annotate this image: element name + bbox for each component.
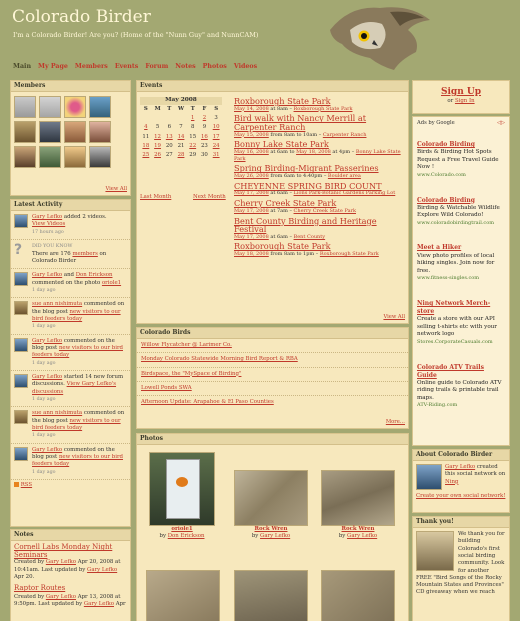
cd-cover-image <box>416 531 454 571</box>
activity-heading: Latest Activity <box>11 200 130 211</box>
member-avatar[interactable] <box>14 146 36 168</box>
did-you-know-label: DID YOU KNOW <box>32 244 73 250</box>
activity-actor-link[interactable]: Gary Lefko <box>32 374 63 380</box>
ad-title[interactable]: Meet a Hiker <box>417 244 462 252</box>
calendar-date: 8 <box>190 124 195 131</box>
avatar[interactable] <box>14 214 28 228</box>
events-list <box>234 97 406 260</box>
ad-body: Birding & Watchable Wildlife Explore Wild Colorado! <box>417 204 500 219</box>
event-location-link[interactable]: Bent County <box>293 233 326 240</box>
event-date-link[interactable]: May 26, 2008 <box>234 173 269 180</box>
calendar-date[interactable]: 28 <box>177 152 185 159</box>
calendar-month: May 2008 <box>140 97 222 105</box>
calendar-day-header: M <box>154 105 161 112</box>
event-location-link[interactable]: Lions Park-Botanic Gardens Parking Lot <box>293 190 396 197</box>
activity-link[interactable]: new visitors to our bird feeders today <box>32 308 121 322</box>
ad-body: Online guide to Colorado ATV riding trails & printable trail maps. <box>417 379 502 401</box>
question-icon: ? <box>14 242 23 259</box>
event-location-link[interactable]: Bonny Lake State Park <box>234 148 401 162</box>
ad-item[interactable] <box>413 361 509 413</box>
event-location-link[interactable]: Carpenter Ranch <box>322 131 367 138</box>
activity-time: 1 day ago <box>32 360 56 366</box>
calendar-day-header: S <box>214 105 219 112</box>
member-avatars <box>11 92 130 172</box>
event-date-link[interactable]: May 17, 2008 <box>234 233 269 240</box>
site-header <box>0 0 520 60</box>
note-meta: Created by <box>14 593 46 600</box>
members-view-all-link[interactable]: View All <box>105 185 127 192</box>
about-heading: About Colorado Birder <box>413 450 509 461</box>
event-time: from 6am to 4:40pm – <box>268 173 328 180</box>
activity-text: commented on the blog post <box>32 337 115 351</box>
about-box <box>412 449 510 513</box>
event-item <box>234 217 406 241</box>
ad-item[interactable] <box>413 297 509 349</box>
photo-title-link[interactable]: Rock Wren <box>341 526 375 532</box>
members-box <box>10 80 131 196</box>
sign-up-link[interactable]: Sign Up <box>440 87 482 97</box>
event-item <box>234 140 406 162</box>
photo-item <box>149 452 215 541</box>
activity-link[interactable]: oriole1 <box>101 279 122 286</box>
note-author-link[interactable]: Gary Lefko <box>83 601 114 608</box>
note-meta: Apr 20. <box>14 574 35 581</box>
event-time: at 6am – <box>268 190 294 197</box>
calendar-date <box>163 115 175 122</box>
event-time: at 4pm – <box>330 148 356 155</box>
photo-item <box>234 470 308 541</box>
member-avatar[interactable] <box>39 96 61 118</box>
event-title-link[interactable]: Bonny Lake State Park <box>234 139 329 150</box>
event-item <box>234 182 406 197</box>
sign-in-link[interactable]: Sign In <box>454 98 475 105</box>
event-date-link[interactable]: May 16, 2008 <box>234 148 269 155</box>
bird-post-link[interactable]: Afternoon Update: Arapahoe & El Paso Counties <box>141 399 274 406</box>
calendar-date: 11 <box>142 133 150 140</box>
bird-post-link[interactable]: Monday Colorado Statewide Morning Bird Report & RBA <box>137 353 408 367</box>
bird-post-link[interactable]: Birdspace, the "MySpace of Birding" <box>137 368 408 382</box>
signup-box <box>412 80 510 114</box>
ads-header <box>413 117 509 130</box>
member-avatar[interactable] <box>89 121 111 143</box>
activity-text: and <box>62 272 76 279</box>
event-title-link[interactable]: Bird walk with Nancy Merrill at Carpenter Ranch <box>234 113 367 132</box>
ad-title[interactable]: Colorado Birding <box>417 141 475 149</box>
thanks-heading: Thank you! <box>413 517 509 528</box>
event-date-link[interactable]: May 14, 2008 <box>234 105 269 112</box>
ning-link[interactable]: Ning <box>445 478 459 485</box>
avatar[interactable] <box>14 301 28 315</box>
last-month-link[interactable]: Last Month <box>140 194 172 200</box>
avatar[interactable] <box>14 338 28 352</box>
ad-body: Birds & Birding Hot Spots Request a Free Travel Guide Now ! <box>417 149 499 171</box>
activity-link[interactable]: new visitors to our bird feeders today <box>32 417 121 431</box>
activity-actor-link[interactable]: sue ann nishimuta <box>32 410 83 417</box>
member-avatar[interactable] <box>89 96 111 118</box>
calendar-date[interactable]: 26 <box>154 152 161 159</box>
calendar-day-header: W <box>177 105 185 112</box>
calendar-date[interactable]: 10 <box>212 124 220 131</box>
activity-actor-link[interactable]: Don Erickson <box>75 272 113 279</box>
event-location-link[interactable]: Boulder area <box>327 173 361 180</box>
next-month-link[interactable]: Next Month <box>193 194 226 200</box>
ad-body: View photo profiles of local hiking singles. Join now for free. <box>417 252 495 274</box>
note-author-link[interactable]: Gary Lefko <box>45 559 76 566</box>
bird-post-link[interactable]: Willow Flycatcher @ Larimer Co. <box>137 339 408 353</box>
note-meta: Apr 20, 2008 at 10:41am. Last updated by <box>14 559 121 573</box>
photo-item <box>321 470 395 541</box>
member-avatar[interactable] <box>64 121 86 143</box>
colorado-birds-heading: Colorado Birds <box>137 328 408 339</box>
avatar[interactable] <box>14 410 28 424</box>
nav-members[interactable]: Members <box>74 63 108 70</box>
colorado-birds-box <box>136 327 409 429</box>
calendar-date[interactable]: 17 <box>212 133 220 140</box>
note-title-link[interactable]: Cornell Labs Monday Night Seminars <box>14 543 113 559</box>
event-location-link[interactable]: Cherry Creek State Park <box>293 207 357 214</box>
activity-text: started 14 new forum discussions. <box>32 374 124 388</box>
ad-title[interactable]: Colorado ATV Trails Guide <box>417 363 484 379</box>
activity-item <box>11 240 130 269</box>
photo-thumbnail[interactable] <box>146 570 220 621</box>
event-time: at 7am – <box>268 207 294 214</box>
note-meta: Created by <box>14 559 46 566</box>
calendar-date[interactable]: 12 <box>154 133 161 140</box>
activity-item <box>11 211 130 240</box>
event-item <box>234 97 406 112</box>
activity-link[interactable]: View Videos <box>32 221 66 228</box>
calendar-date: 27 <box>165 152 173 159</box>
activity-box <box>10 199 131 527</box>
member-avatar[interactable] <box>14 96 36 118</box>
photo-author-link[interactable]: Don Erickson <box>167 533 205 540</box>
note-meta: Apr <box>114 601 126 608</box>
event-title-link[interactable]: Cherry Creek State Park <box>234 198 337 209</box>
calendar-day-header: S <box>143 105 148 112</box>
owl-logo <box>320 0 432 72</box>
activity-item <box>11 407 130 443</box>
ad-choices-icon[interactable]: ◁▷ <box>497 120 505 126</box>
nav-main[interactable]: Main <box>13 63 32 70</box>
ad-title[interactable]: Ning Network Merch-store <box>417 299 491 316</box>
calendar-date: 7 <box>179 124 183 131</box>
activity-link[interactable]: new visitors to our bird feeders today <box>32 344 123 359</box>
activity-link[interactable]: new visitors to our bird feeders today <box>32 454 123 468</box>
nav-events[interactable]: Events <box>114 63 139 70</box>
activity-text: commented on the photo <box>32 279 102 286</box>
event-time: at 6am to <box>268 148 297 155</box>
calendar-date[interactable]: 18 <box>142 143 150 149</box>
calendar-date[interactable]: 22 <box>189 143 197 149</box>
activity-item <box>11 269 130 298</box>
calendar-date: 5 <box>155 124 160 131</box>
activity-time: 1 day ago <box>32 324 56 330</box>
calendar-date <box>152 115 164 122</box>
calendar-date[interactable]: 13 <box>165 133 173 140</box>
event-date-link[interactable]: May 17, 2008 <box>234 190 269 197</box>
photo-title-link[interactable]: oriole1 <box>171 526 193 532</box>
site-title[interactable]: Colorado Birder <box>12 7 151 27</box>
activity-time: 1 day ago <box>32 433 56 439</box>
ads-box <box>412 116 510 446</box>
member-avatar[interactable] <box>89 146 111 168</box>
main-nav <box>13 63 264 72</box>
ad-url[interactable]: ATV-Riding.com <box>417 402 458 409</box>
calendar-date: 23 <box>200 143 208 149</box>
photo-by: by <box>251 533 261 540</box>
thanks-box <box>412 516 510 621</box>
calendar-date: 20 <box>165 143 173 149</box>
event-date-link[interactable]: May 17, 2008 <box>234 207 269 214</box>
note-meta: Apr 13, 2008 at 9:50pm. Last updated by <box>14 593 121 608</box>
calendar-date[interactable]: 1 <box>190 115 195 122</box>
events-heading: Events <box>137 81 408 92</box>
ad-item[interactable] <box>413 194 509 230</box>
ad-url[interactable]: www.fitness-singles.com <box>417 275 480 282</box>
photo-thumbnail[interactable] <box>321 570 395 621</box>
activity-item <box>11 298 130 334</box>
site-tagline: I'm a Colorado Birder! Are you? (Home of the "Nunn Guy" and NunnCAM) <box>13 31 259 39</box>
photo-thumbnail[interactable] <box>234 470 308 526</box>
note-author-link[interactable]: Gary Lefko <box>87 566 118 573</box>
members-count-link[interactable]: members <box>72 250 98 257</box>
nav-forum[interactable]: Forum <box>145 63 169 70</box>
event-title-link[interactable]: Spring Birding-Migrant Passerines <box>234 163 379 174</box>
event-date-link[interactable]: May 18, 2008 <box>296 148 331 155</box>
photo-title-link[interactable]: Rock Wren <box>254 526 288 532</box>
activity-time: 1 day ago <box>32 396 56 402</box>
nav-videos[interactable]: Videos <box>233 63 258 70</box>
event-title-link[interactable]: Roxborough State Park <box>234 241 331 252</box>
calendar-date: 6 <box>167 124 171 131</box>
calendar-date[interactable]: 2 <box>202 115 207 122</box>
nav-my-page[interactable]: My Page <box>38 63 68 70</box>
calendar-date[interactable]: 16 <box>200 133 208 140</box>
activity-actor-link[interactable]: Gary Lefko <box>32 446 63 453</box>
calendar-date: 30 <box>200 152 208 159</box>
activity-actor-link[interactable]: Gary Lefko <box>32 214 63 221</box>
activity-item <box>11 444 130 480</box>
activity-text: commented on the blog post <box>32 410 125 424</box>
activity-text: on Colorado Birder <box>32 250 107 264</box>
ad-url[interactable]: www.Colorado.com <box>417 171 466 178</box>
calendar-date[interactable]: 19 <box>154 143 161 149</box>
creator-avatar[interactable] <box>416 464 442 490</box>
calendar-date[interactable]: 4 <box>144 124 148 131</box>
event-item <box>234 114 406 138</box>
activity-actor-link[interactable]: Gary Lefko <box>32 337 63 344</box>
signup-or: or <box>447 98 455 105</box>
event-title-link[interactable]: CHEYENNE SPRING BIRD COUNT <box>234 180 382 191</box>
calendar-date[interactable]: 31 <box>212 152 220 159</box>
photo-author-link[interactable]: Gary Lefko <box>260 533 291 540</box>
event-title-link[interactable]: Roxborough State Park <box>234 96 331 106</box>
calendar-day-header: T <box>190 105 195 112</box>
events-box <box>136 80 409 324</box>
calendar-date: 9 <box>202 124 207 131</box>
event-time: at 8am – <box>268 105 294 112</box>
event-item <box>234 164 406 179</box>
event-time: from 8am to 10am – <box>268 131 323 138</box>
photo-thumbnail[interactable] <box>234 570 308 621</box>
rss-icon <box>14 482 19 487</box>
activity-text: commented on the blog post <box>32 446 115 461</box>
calendar-date: 15 <box>189 133 197 140</box>
events-view-all-link[interactable]: View All <box>383 313 405 320</box>
avatar[interactable] <box>14 272 28 286</box>
about-text: created this social network on <box>445 464 506 478</box>
activity-actor-link[interactable]: Gary Lefko <box>32 272 63 279</box>
activity-text: commented on the blog post <box>32 301 125 315</box>
calendar-date[interactable]: 14 <box>177 133 185 140</box>
bird-post-link[interactable]: Lowell Ponds SWA <box>137 382 408 396</box>
activity-item <box>11 371 130 407</box>
rss-link[interactable]: RSS <box>20 482 33 489</box>
events-calendar <box>140 97 222 160</box>
member-avatar[interactable] <box>64 96 86 118</box>
avatar[interactable] <box>14 374 28 388</box>
calendar-date: 21 <box>177 143 185 149</box>
calendar-grid <box>140 106 222 160</box>
about-body <box>413 461 509 493</box>
ad-title[interactable]: Colorado Birding <box>417 196 475 204</box>
activity-text: added 2 videos. <box>62 214 107 221</box>
member-avatar[interactable] <box>39 146 61 168</box>
event-date-link[interactable]: May 15, 2008 <box>234 131 269 138</box>
member-avatar[interactable] <box>39 121 61 143</box>
calendar-day-header: T <box>167 105 172 112</box>
nav-photos[interactable]: Photos <box>202 63 227 70</box>
event-time: from 8am to 1pm – <box>268 251 320 258</box>
birds-more-link[interactable]: More… <box>385 418 405 425</box>
activity-actor-link[interactable]: sue ann nishimuta <box>32 301 83 308</box>
ad-url[interactable]: www.coloradobirdingtrail.com <box>417 219 494 226</box>
ad-item[interactable] <box>413 138 509 181</box>
photo-thumbnail[interactable] <box>321 470 395 526</box>
event-item <box>234 242 406 257</box>
ad-url[interactable]: Stores.CorporateCasuals.com <box>417 338 493 345</box>
event-location-link[interactable]: Roxborough State Park <box>319 251 379 258</box>
calendar-date[interactable]: 24 <box>212 143 220 149</box>
calendar-day-header: F <box>202 105 207 112</box>
photo-by: by <box>338 533 348 540</box>
member-avatar[interactable] <box>64 146 86 168</box>
activity-time: 1 day ago <box>32 287 56 293</box>
photos-box <box>136 433 409 621</box>
activity-link[interactable]: View Gary Lefko's discussions <box>32 381 117 395</box>
photo-by: by <box>159 533 168 540</box>
calendar-date <box>140 115 152 122</box>
photo-author-link[interactable]: Gary Lefko <box>347 533 378 540</box>
event-title-link[interactable]: Bent County Birding and Heritage Festival <box>234 215 377 235</box>
create-network-link[interactable]: Create your own social network! <box>416 493 506 500</box>
photo-thumbnail[interactable] <box>149 452 215 526</box>
ads-by-google-label[interactable]: Ads by Google <box>417 120 455 126</box>
thanks-text: We thank you for building Colorado's first social birding community. Look for another FREE "Bird Songs of the Rocky Mountain States and Provinces" CD giveaway when we reach <box>416 531 505 596</box>
calendar-date: 29 <box>189 152 197 159</box>
notes-heading: Notes <box>11 530 130 541</box>
avatar[interactable] <box>14 447 28 461</box>
members-heading: Members <box>11 81 130 92</box>
rss-row <box>11 480 130 491</box>
nav-notes[interactable]: Notes <box>175 63 196 70</box>
ad-item[interactable] <box>413 241 509 284</box>
notes-box <box>10 529 131 621</box>
event-item <box>234 199 406 214</box>
note-author-link[interactable]: Gary Lefko <box>45 593 76 600</box>
calendar-date: 3 <box>214 115 218 122</box>
activity-time: 1 day ago <box>32 469 56 475</box>
activity-item <box>11 335 130 371</box>
ad-body: Create a store with our API selling t-shirts etc with your network logo <box>417 316 497 338</box>
member-avatar[interactable] <box>14 121 36 143</box>
creator-link[interactable]: Gary Lefko <box>445 464 476 471</box>
note-title-link[interactable]: Raptor Routes <box>14 584 66 593</box>
activity-time: 17 hours ago <box>32 229 64 235</box>
event-date-link[interactable]: May 18, 2008 <box>234 251 269 258</box>
calendar-date[interactable]: 25 <box>142 152 150 159</box>
event-time: at 6am – <box>268 233 294 240</box>
calendar-date <box>175 115 187 122</box>
activity-text: There are 176 <box>32 250 73 257</box>
photos-heading: Photos <box>137 434 408 445</box>
event-location-link[interactable]: Roxborough State Park <box>293 105 353 112</box>
